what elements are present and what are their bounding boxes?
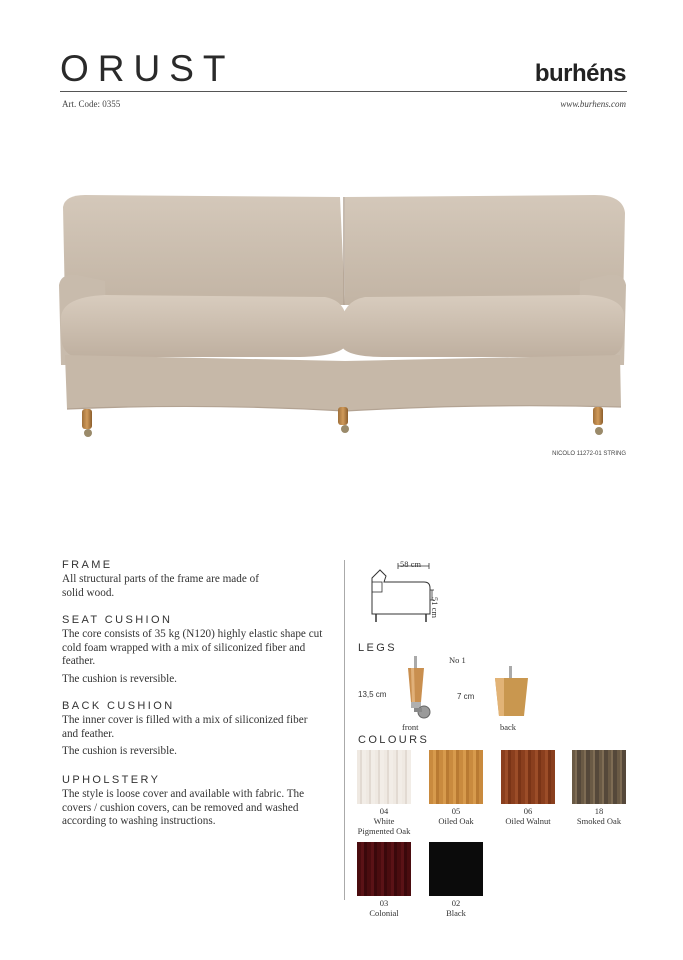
swatch-black[interactable] xyxy=(429,842,483,896)
section-text: The cushion is reversible. xyxy=(62,672,177,685)
swatch-label: 06 Oiled Walnut xyxy=(505,806,551,826)
back-leg-label: back xyxy=(500,722,517,732)
swatch-colonial[interactable] xyxy=(357,842,411,896)
section-back-cushion xyxy=(62,700,342,759)
brand-logo: burhéns xyxy=(534,60,626,87)
section-text: The inner cover is filled with a mix of siliconized fiber and feather. xyxy=(62,714,308,740)
section-text: The cushion is reversible. xyxy=(62,745,177,758)
section-heading: FRAME xyxy=(62,559,113,571)
colours-heading: COLOURS xyxy=(358,734,430,746)
sofa-image xyxy=(55,185,630,445)
width-dimension: 58 cm xyxy=(400,559,422,569)
height-dimension: 51 cm xyxy=(430,597,440,619)
section-text: All structural parts of the frame are made of solid wood. xyxy=(62,573,259,599)
swatch-white-pigmented-oak[interactable] xyxy=(357,750,411,804)
front-leg-image xyxy=(404,656,438,722)
section-heading: BACK CUSHION xyxy=(62,700,175,712)
website-link[interactable]: www.burhens.com xyxy=(560,99,626,109)
legs-number: No 1 xyxy=(449,655,466,665)
product-title: ORUST xyxy=(60,48,235,89)
swatch-label: 18 Smoked Oak xyxy=(576,806,622,826)
swatch-label: 02 Black xyxy=(446,898,466,918)
front-leg-label: front xyxy=(402,722,419,732)
swatch-label: 05 Oiled Oak xyxy=(438,806,474,826)
column-divider xyxy=(344,560,345,900)
back-leg-height: 7 cm xyxy=(457,692,475,701)
section-upholstery xyxy=(62,774,342,829)
swatch-smoked-oak[interactable] xyxy=(572,750,626,804)
section-heading: UPHOLSTERY xyxy=(62,774,161,786)
section-text: The core consists of 35 kg (N120) highly elastic shape cut cold foam wrapped with a mix of siliconized fiber and feather. xyxy=(62,628,323,668)
legs-heading: LEGS xyxy=(358,642,397,654)
section-text: The style is loose cover and available with fabric. The covers / cushion covers, can be removed and washed according to washing instructions. xyxy=(62,788,305,828)
swatch-oiled-walnut[interactable] xyxy=(501,750,555,804)
swatch-label: 03 Colonial xyxy=(369,898,399,918)
front-leg-height: 13,5 cm xyxy=(358,690,387,699)
section-heading: SEAT CUSHION xyxy=(62,614,173,626)
fabric-caption: NICOLO 11272-01 STRING xyxy=(552,451,626,457)
section-frame xyxy=(62,559,342,600)
swatch-label: 04 White Pigmented Oak xyxy=(357,806,411,836)
section-seat-cushion xyxy=(62,614,342,686)
header-divider xyxy=(60,91,627,92)
back-leg-image xyxy=(490,666,534,718)
art-code: Art. Code: 0355 xyxy=(62,99,121,109)
swatch-oiled-oak[interactable] xyxy=(429,750,483,804)
